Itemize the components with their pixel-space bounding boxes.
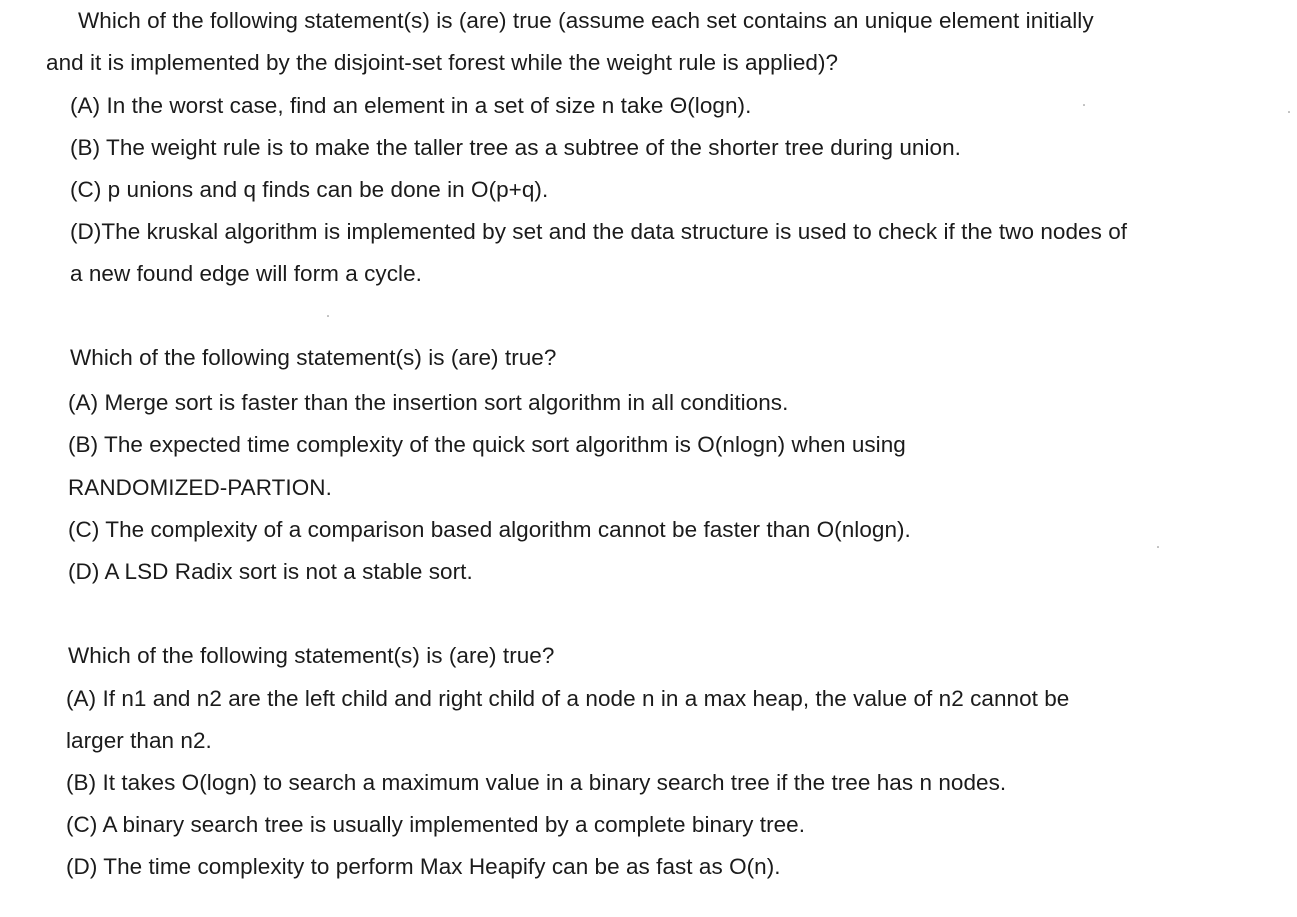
question-3-option-a: (A) If n1 and n2 are the left child and right child of a node n in a max heap, the value of n2 cannot be bbox=[66, 686, 1070, 711]
question-1-option-b: (B) The weight rule is to make the taller tree as a subtree of the shorter tree during union. bbox=[70, 135, 961, 160]
question-2-option-b: (B) The expected time complexity of the quick sort algorithm is O(nlogn) when using bbox=[68, 432, 906, 457]
question-1-option-a: (A) In the worst case, find an element in a set of size n take Θ(logn). bbox=[70, 93, 752, 118]
question-2-option-b-continuation: RANDOMIZED-PARTION. bbox=[68, 475, 332, 500]
question-1-option-d-continuation: a new found edge will form a cycle. bbox=[70, 261, 422, 286]
question-3-option-a-continuation: larger than n2. bbox=[66, 728, 212, 753]
question-2-option-a: (A) Merge sort is faster than the insertion sort algorithm in all conditions. bbox=[68, 390, 789, 415]
question-3-option-c: (C) A binary search tree is usually implemented by a complete binary tree. bbox=[66, 812, 806, 837]
question-2-stem: Which of the following statement(s) is (are) true? bbox=[70, 345, 557, 370]
question-3-option-d: (D) The time complexity to perform Max Heapify can be as fast as O(n). bbox=[66, 854, 781, 879]
question-1-option-d: (D)The kruskal algorithm is implemented by set and the data structure is used to check if the two nodes of bbox=[70, 219, 1128, 244]
question-3-stem: Which of the following statement(s) is (are) true? bbox=[68, 643, 555, 668]
scan-speck bbox=[1288, 111, 1290, 113]
question-1-stem-line-2: and it is implemented by the disjoint-set forest while the weight rule is applied)? bbox=[46, 50, 839, 75]
question-1-option-c: (C) p unions and q finds can be done in O(p+q). bbox=[70, 177, 549, 202]
question-1-stem-line-1: Which of the following statement(s) is (are) true (assume each set contains an unique element initially bbox=[78, 8, 1094, 33]
question-3-option-b: (B) It takes O(logn) to search a maximum value in a binary search tree if the tree has n nodes. bbox=[66, 770, 1007, 795]
scan-speck bbox=[1157, 546, 1159, 548]
scan-speck bbox=[327, 315, 329, 317]
question-2-option-d: (D) A LSD Radix sort is not a stable sort. bbox=[68, 559, 473, 584]
question-2-option-c: (C) The complexity of a comparison based algorithm cannot be faster than O(nlogn). bbox=[68, 517, 911, 542]
scan-speck bbox=[1083, 104, 1085, 106]
